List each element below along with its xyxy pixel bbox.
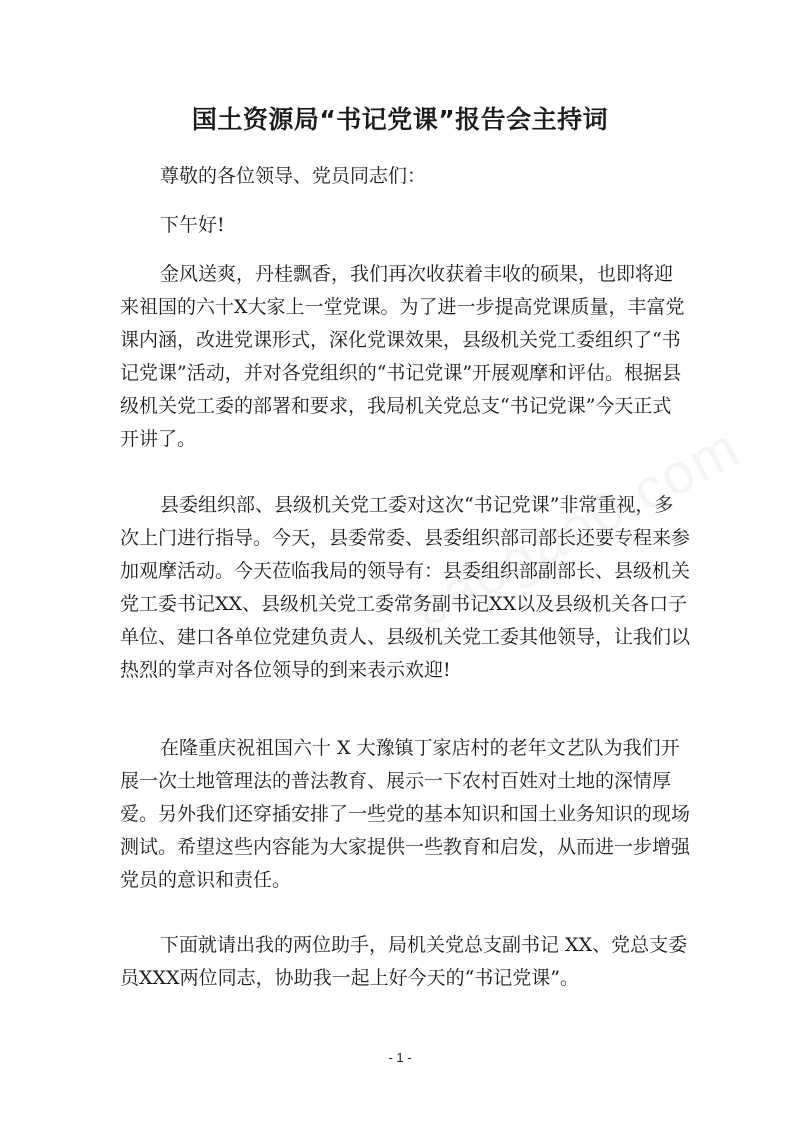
paragraph-1: 金风送爽，丹桂飘香，我们再次收获着丰收的硕果，也即将迎来祖国的六十X大家上一堂党课。为了进一步提高党课质量，丰富党课内涵，改进党课形式，深化党课效果，县级机关党工委组织了“书记党课”活动，并对各党组织的“书记党课”开展观摩和评估。根据县级机关党工委的部署和要求，我局机关党总支“书记党课”今天正式开讲了。 [120,263,685,450]
paragraph-2: 县委组织部、县级机关党工委对这次“书记党课”非常重视，多次上门进行指导。今天，县委常委、县委组织部司部长还要专程来参加观摩活动。今天莅临我局的领导有：县委组织部副部长、县级机关党工委书记XX、县级机关党工委常务副书记XX以及县级机关各口子单位、建口各单位党建负责人、县级机关党工委其他领导，让我们以热烈的掌声对各位领导的到来表示欢迎! [120,494,691,681]
salutation: 下午好! [160,214,225,236]
paragraph-3: 在隆重庆祝祖国六十 X 大豫镇丁家店村的老年文艺队为我们开展一次土地管理法的普法教育、展示一下农村百姓对土地的深情厚爱。另外我们还穿插安排了一些党的基本知识和国土业务知识的现场测试。希望这些内容能为大家提供一些教育和启发，从而进一步增强党员的意识和责任。 [120,737,691,891]
greeting: 尊敬的各位领导、党员同志们： [160,165,427,187]
document-title: 国土资源局“书记党课”报告会主持词 [191,105,609,134]
paragraph-4: 下面就请出我的两位助手，局机关党总支副书记 XX、党总支委员XXX两位同志，协助我一起上好今天的“书记党课”。 [120,934,688,989]
page-number: - 1 - [388,1050,412,1065]
